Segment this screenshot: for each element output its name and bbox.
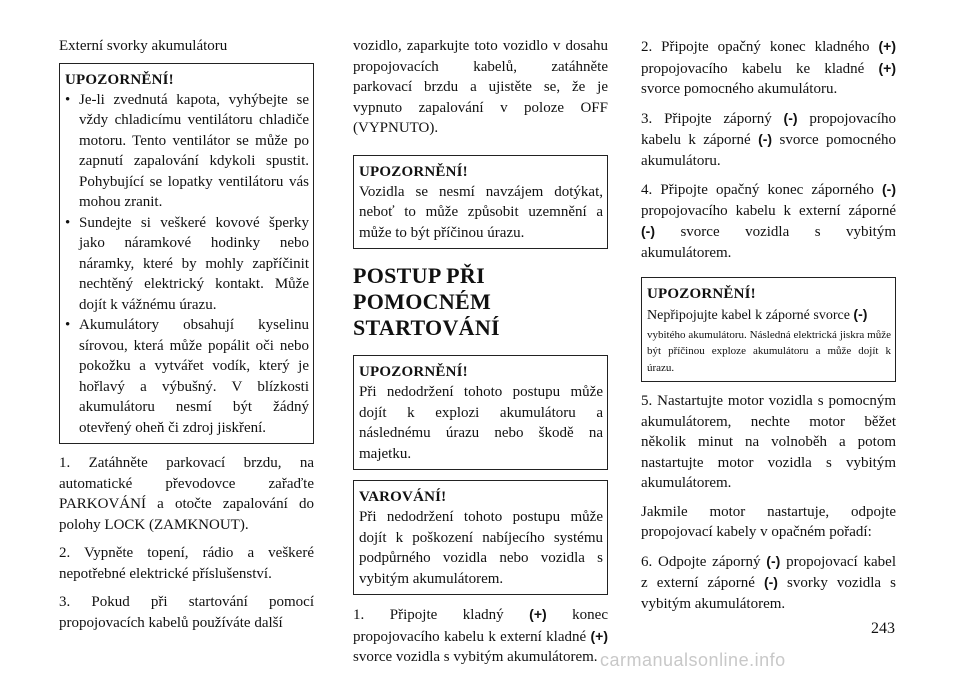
step-text: 2. Připojte opačný konec kladného [641,39,879,55]
step-text: svorce vozidla s vybitým akumulátorem. [353,649,598,665]
step-text: svorce pomocného akumulátoru. [641,132,897,169]
warning-title: UPOZORNĚNÍ! [65,71,174,88]
warning-item: • Je-li zvednutá kapota, vyhýbejte se vždy chladicímu ventilátoru chladiče motoru. Tento ventilátor se může po zapnutí zapalování kdykoli spustit. Pohybující se lopatky ventilátoru vás mohou zranit. [65,90,309,213]
warning-list [65,90,309,439]
warning-box-5 [641,277,896,382]
step-5: 5. Nastartujte motor vozidla s pomocným akumulátorem, nechte motor běžet několik minut na volnoběh a potom nastartujte motor vozidla s vybitým akumulátorem. [641,393,896,491]
warning-item: • Akumulátory obsahují kyselinu sírovou, která může popálit oči nebo pokožku a vytvářet vodík, který je hořlavý a výbušný. V blízkosti akumulátoru nesmí být žádný otevřený oheň či zdroj jiskření. [65,315,309,438]
caution-box [353,480,608,595]
warning-title: UPOZORNĚNÍ! [359,163,468,180]
column-3 [641,36,896,622]
column-1 [59,36,314,641]
minus-symbol: (-) [766,552,781,569]
step-1: 1. Zatáhněte parkovací brzdu, na automatické převodovce zařaďte PARKOVÁNÍ a otočte zapalování do polohy LOCK (ZAMKNOUT). [59,455,314,533]
warning-body: Vozidla se nesmí navzájem dotýkat, neboť to může způsobit uzemnění a může to být příčinou úrazu. [359,183,603,241]
warning-body [647,304,891,327]
minus-symbol: (-) [882,181,896,197]
step-6 [641,551,896,615]
warning-body: Při nedodržení tohoto postupu může dojít k explozi akumulátoru a následnému úrazu nebo škodě na majetku. [359,384,603,462]
step-3-connect [641,108,896,172]
warning-text: Nepřipojujte kabel k záporné svorce [647,308,854,323]
warning-box-3 [353,355,608,470]
warning-box-2 [353,155,608,250]
step-text: propojovacího kabelu k záporné [641,110,896,148]
section-title: POSTUP PŘI POMOCNÉM STARTOVÁNÍ [353,263,500,340]
step-text: 6. Odpojte záporný [641,553,767,570]
step-text: konec propojovacího kabelu k externí kladné [353,607,608,645]
disconnect-intro: Jakmile motor nastartuje, odpojte propojovací kabely v opačném pořadí: [641,503,896,540]
minus-symbol: (-) [783,109,798,126]
caution-body: Při nedodržení tohoto postupu může dojít k poškození nabíjecího systému podpůrného vozidla nebo vozidla s vybitým akumulátorem. [359,509,603,587]
step-2: 2. Vypněte topení, rádio a veškeré nepotřebné elektrické příslušenství. [59,545,314,582]
plus-symbol: (+) [878,38,896,54]
step-text: svorky vozidla s vybitým akumulátorem. [641,575,896,612]
step-text: 1. Připojte kladný [353,607,530,623]
minus-symbol: (-) [853,306,868,322]
step-text: svorce vozidla s vybitým akumulátorem. [641,224,896,261]
column-2 [353,36,608,676]
step-text: svorce pomocného akumulátoru. [641,81,838,97]
warning-title: UPOZORNĚNÍ! [647,286,756,302]
step-2-connect [641,36,896,100]
plus-symbol: (+) [590,627,608,644]
step-3: 3. Pokud při startování pomocí propojovacích kabelů používáte další [59,594,314,631]
plus-symbol: (+) [878,59,896,76]
minus-symbol: (-) [763,574,778,590]
caution-title: VAROVÁNÍ! [359,489,447,505]
minus-symbol: (-) [641,223,655,239]
step-text: propojovacího kabelu ke kladné [641,60,879,77]
warning-small-text: vybitého akumulátoru. Následná elektrická jiskra může být příčinou exploze akumulátoru a může dojít k úrazu. [647,328,891,374]
subsection-heading: Externí svorky akumulátoru [59,38,228,54]
step-1-connect [353,604,608,668]
warning-box-1 [59,63,314,445]
step-text: propojovacího kabelu k externí záporné [641,202,896,219]
warning-item: • Sundejte si veškeré kovové šperky jako náramkové hodinky nebo náramky, které by mohly zapříčinit nechtěný elektrický kontakt. Může dojít k vážnému úrazu. [65,213,309,316]
page-number: 243 [871,620,895,637]
watermark: carmanualsonline.info [600,650,786,670]
plus-symbol: (+) [529,606,547,622]
step-text: 3. Připojte záporný [641,110,784,127]
step-3-continued: vozidlo, zaparkujte toto vozidlo v dosahu propojovacích kabelů, zatáhněte parkovací brzdu a ujistěte se, že je vypnuto zapalování v poloze OFF (VYPNUTO). [353,38,608,136]
warning-title: UPOZORNĚNÍ! [359,364,468,380]
minus-symbol: (-) [758,131,773,147]
step-text: 4. Připojte opačný konec záporného [641,182,882,198]
step-text: propojovací kabel z externí záporné [641,553,896,591]
step-4-connect [641,179,896,263]
